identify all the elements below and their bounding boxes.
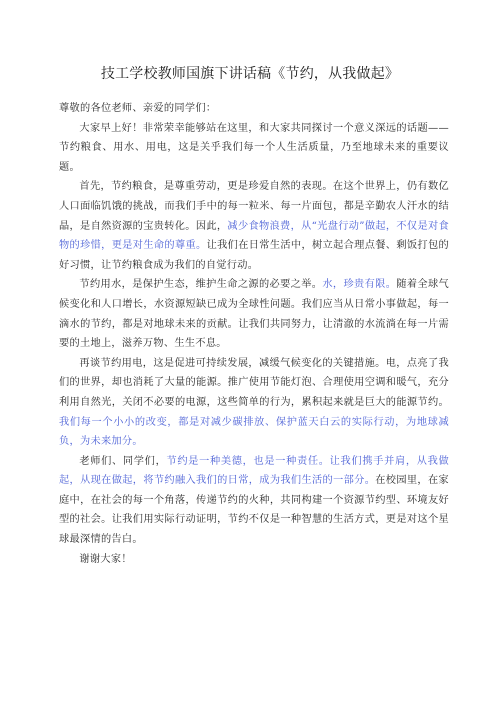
paragraph-text: 在校园里，在家庭中，在社会的每一个角落，传递节约的火种，共同构建一个资源节约型、环境友好型的社会。让我们用实际行动证明，节约不仅是一种智慧的生活方式，更是对这个星球最深情的告白。 bbox=[59, 475, 449, 546]
closing-line: 谢谢大家！ bbox=[79, 553, 132, 565]
paragraph bbox=[59, 354, 449, 452]
document-body bbox=[59, 99, 449, 569]
paragraph bbox=[59, 275, 449, 353]
paragraph-text: 随着全球气候变化和人口增长，水资源短缺已成为全球性问题。我们应当从日常小事做起，每一滴水的节约，都是对地球未来的贡献。让我们共同努力，让清澈的水流淌在每一片需要的土地上，滋养万物、生生不息。 bbox=[59, 279, 450, 350]
paragraph bbox=[59, 177, 449, 275]
highlighted-text: 水，珍贵有限。 bbox=[322, 279, 397, 291]
paragraph bbox=[59, 119, 449, 178]
highlighted-text: 节约是一种美德，也是一种责任。让我们携手并肩，从我做起，从现在做起，将节约融入我们的日常，成为我们生活的一部分。 bbox=[59, 455, 449, 487]
paragraph bbox=[59, 452, 449, 550]
highlighted-text: 减少食物浪费，从“光盘行动”做起，不仅是对食物的珍惜，更是对生命的尊重。 bbox=[59, 220, 449, 252]
paragraph-text: 节约用水，是保护生态，维护生命之源的必要之举。 bbox=[79, 279, 323, 291]
greeting-line: 尊敬的各位老师、亲爱的同学们： bbox=[59, 103, 217, 114]
paragraph-text: 大家早上好！非常荣幸能够站在这里，和大家共同探讨一个意义深远的话题——节约粮食、用水、用电，这是关乎我们每一个人生活质量，乃至地球未来的重要议题。 bbox=[59, 122, 449, 173]
document-title: 技工学校教师国旗下讲话稿《节约，从我做起》 bbox=[100, 66, 400, 82]
paragraph-text: 再谈节约用电，这是促进可持续发展，减缓气候变化的关键措施。电，点亮了我们的世界，却也消耗了大量的能源。推广使用节能灯泡、合理使用空调和暖气，充分利用自然光，关闭不必要的电源，这些简单的行为，累积起来就是巨大的能源节约。 bbox=[59, 357, 449, 408]
paragraph-list bbox=[59, 119, 449, 550]
paragraph-text: 老师们、同学们， bbox=[79, 455, 167, 467]
paragraph-text: 让我们在日常生活中，树立起合理点餐、剩饭打包的好习惯，让节约粮食成为我们的自觉行动。 bbox=[59, 240, 449, 271]
highlighted-text: 我们每一个小小的改变，都是对减少碳排放、保护蓝天白云的实际行动，为地球减负，为未来加分。 bbox=[59, 416, 449, 448]
paragraph-text: 首先，节约粮食，是尊重劳动，更是珍爱自然的表现。在这个世界上，仍有数亿人口面临饥饿的挑战，而我们手中的每一粒米、每一片面包，都是辛勤农人汗水的结晶，是自然资源的宝贵转化。因此， bbox=[59, 181, 449, 232]
